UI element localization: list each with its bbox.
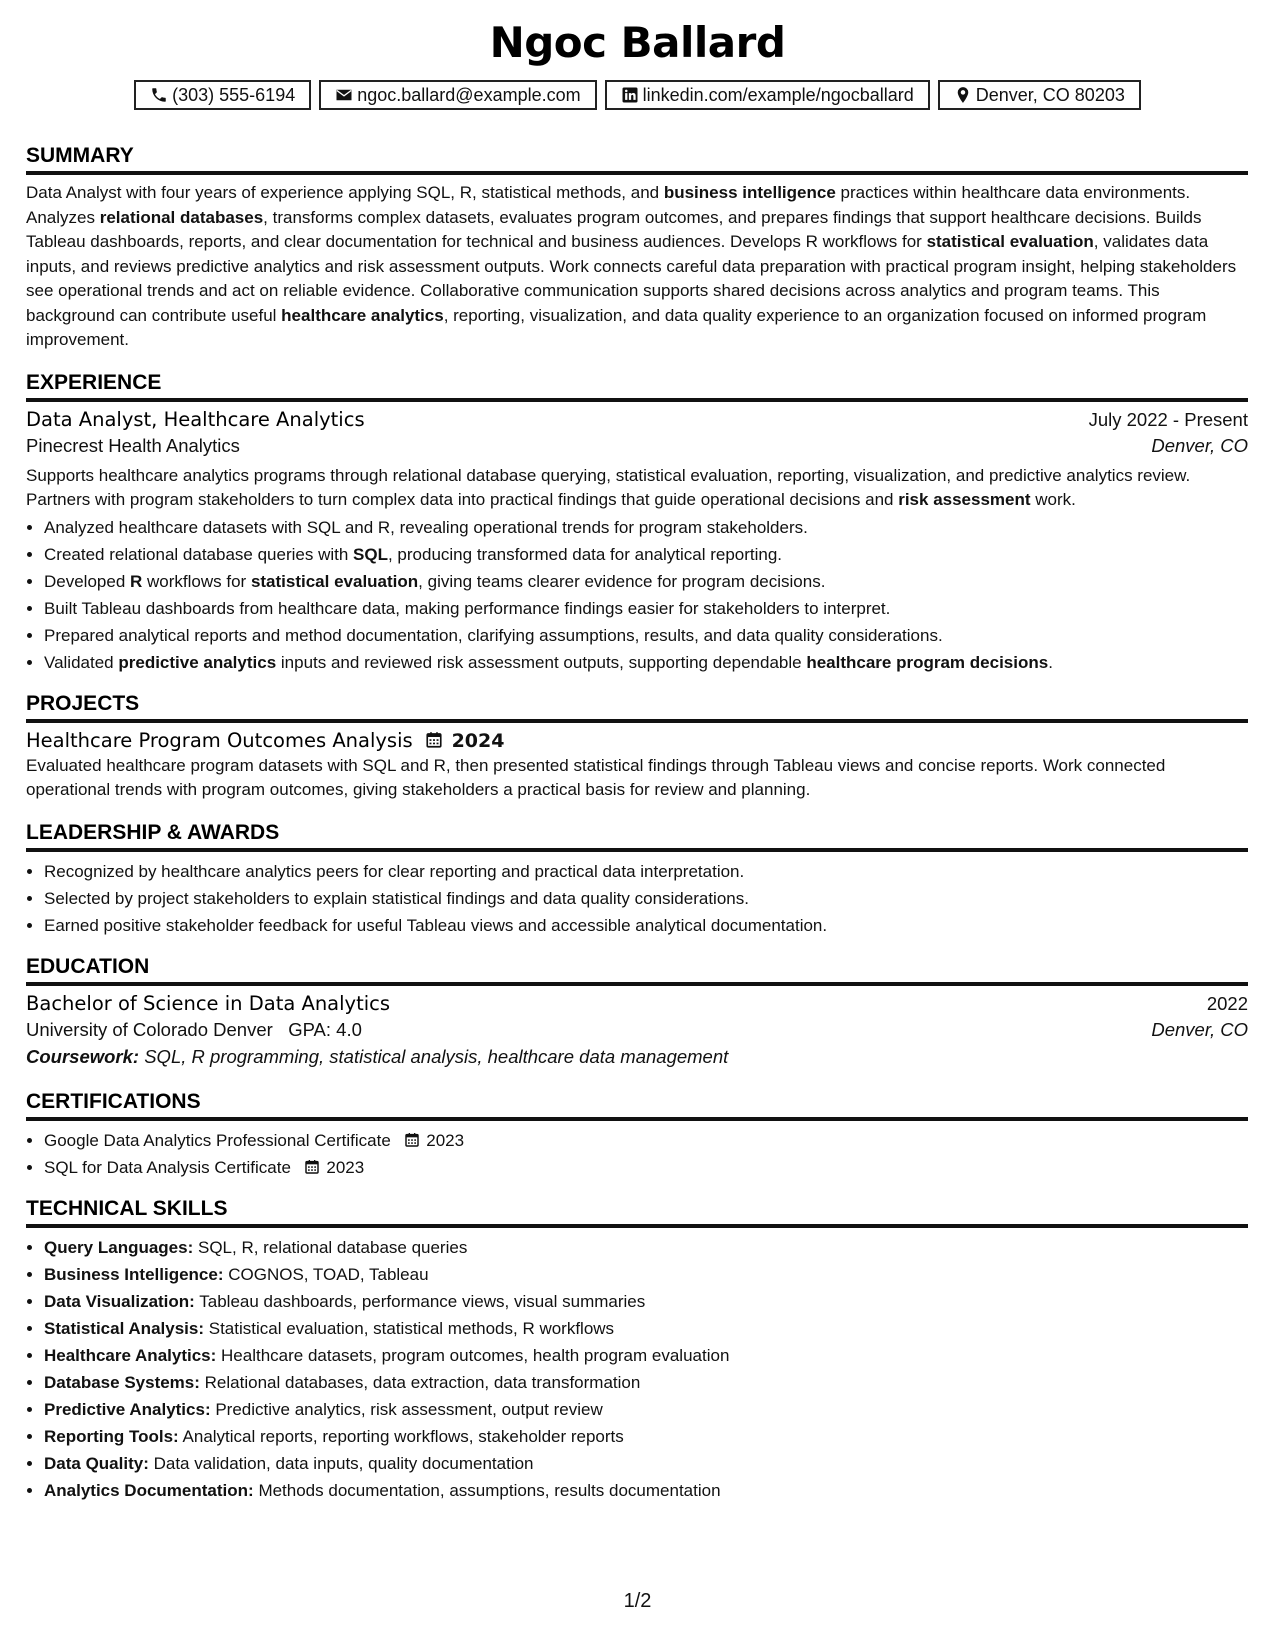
list-item: • Analyzed healthcare datasets with SQL and R, revealing operational trends for program stakeholders. (44, 514, 1248, 541)
list-item: • Analytics Documentation: Methods documentation, assumptions, results documentation (44, 1477, 1248, 1504)
school-location: Denver, CO (1151, 1018, 1248, 1040)
list-item: • Database Systems: Relational databases, data extraction, data transformation (44, 1369, 1248, 1396)
certification-name: Google Data Analytics Professional Certificate (44, 1130, 391, 1150)
job-title: Data Analyst, Healthcare Analytics (26, 407, 365, 431)
list-item: • Predictive Analytics: Predictive analytics, risk assessment, output review (44, 1396, 1248, 1423)
contact-linkedin[interactable] (605, 80, 930, 110)
summary-text: Data Analyst with four years of experience applying SQL, R, statistical methods, and business intelligence practices within healthcare data environments. Analyzes relational databases, transforms complex datasets, evaluates program outcomes, and prepares findings that support healthcare decisions. Builds Tableau dashboards, reports, and clear documentation for technical and business audiences. Develops R workflows for statistical evaluation, validates data inputs, and reviews predictive analytics and risk assessment outputs. Work connects careful data preparation with practical program insight, helping stakeholders see operational trends and act on reliable evidence. Collaborative communication supports shared decisions across analytics and program teams. This background can contribute useful healthcare analytics, reporting, visualization, and data quality experience to an organization focused on informed program improvement. (26, 183, 1237, 349)
list-item: • Reporting Tools: Analytical reports, reporting workflows, stakeholder reports (44, 1423, 1248, 1450)
contact-bar (0, 80, 1275, 110)
candidate-name: Ngoc Ballard (489, 18, 786, 67)
section-title-projects: PROJECTS (26, 692, 1248, 723)
company-name: Pinecrest Health Analytics (26, 434, 240, 456)
leadership-list (26, 858, 1248, 939)
section-title-experience: EXPERIENCE (26, 371, 1248, 402)
education-subheader (26, 1019, 1248, 1041)
list-item: • Earned positive stakeholder feedback for useful Tableau views and accessible analytical documentation. (44, 912, 1248, 939)
degree-name: Bachelor of Science in Data Analytics (26, 991, 391, 1015)
page-number: 1/2 (623, 1590, 652, 1612)
list-item: • Data Visualization: Tableau dashboards, performance views, visual summaries (44, 1288, 1248, 1315)
list-item: • Developed R workflows for statistical evaluation, giving teams clearer evidence for program decisions. (44, 568, 1248, 595)
certification-year: 2023 (426, 1130, 465, 1150)
skills-list (26, 1234, 1248, 1504)
graduation-year: 2022 (1206, 992, 1248, 1014)
certifications-list (26, 1127, 1248, 1181)
map-marker-icon (954, 86, 972, 104)
project-name: Healthcare Program Outcomes Analysis (26, 728, 413, 752)
coursework-label: Coursework: (26, 1045, 140, 1067)
project-description: Evaluated healthcare program datasets with SQL and R, then presented statistical findings through Tableau views and concise reports. Work connected operational trends with program outcomes, giving stakeholders a practical basis for review and planning. (26, 755, 1166, 799)
experience-bullets (26, 514, 1248, 676)
linkedin-text: linkedin.com/example/ngocballard (642, 84, 914, 105)
phone-text: (303) 555-6194 (172, 84, 296, 105)
list-item: • Healthcare Analytics: Healthcare datasets, program outcomes, health program evaluation (44, 1342, 1248, 1369)
job-location: Denver, CO (1151, 434, 1248, 456)
envelope-icon (335, 86, 353, 104)
list-item (44, 1154, 1248, 1181)
certification-name: SQL for Data Analysis Certificate (44, 1157, 291, 1177)
list-item: • Business Intelligence: COGNOS, TOAD, Tableau (44, 1261, 1248, 1288)
coursework-text: SQL, R programming, statistical analysis, healthcare data management (144, 1045, 729, 1067)
job-dates: July 2022 - Present (1088, 408, 1248, 430)
list-item: • Recognized by healthcare analytics peers for clear reporting and practical data interpretation. (44, 858, 1248, 885)
section-title-leadership: LEADERSHIP & AWARDS (26, 821, 1248, 852)
job-description: Supports healthcare analytics programs through relational database querying, statistical evaluation, reporting, visualization, and predictive analytics review. Partners with program stakeholders to turn complex data into practical findings that guide operational decisions and risk assessment work. (26, 465, 1191, 509)
list-item: • Query Languages: SQL, R, relational database queries (44, 1234, 1248, 1261)
experience-header (26, 408, 1248, 431)
experience-subheader (26, 435, 1248, 457)
calendar-icon (404, 1132, 420, 1148)
contact-location (938, 80, 1141, 110)
section-title-education: EDUCATION (26, 955, 1248, 986)
phone-icon (150, 86, 168, 104)
gpa: GPA: 4.0 (288, 1018, 362, 1040)
calendar-icon (304, 1159, 320, 1175)
list-item: • Validated predictive analytics inputs and reviewed risk assessment outputs, supporting dependable healthcare program decisions. (44, 649, 1248, 676)
list-item: • Built Tableau dashboards from healthcare data, making performance findings easier for stakeholders to interpret. (44, 595, 1248, 622)
calendar-icon (425, 731, 443, 749)
list-item: • Data Quality: Data validation, data inputs, quality documentation (44, 1450, 1248, 1477)
email-text: ngoc.ballard@example.com (357, 84, 581, 105)
resume-content (26, 144, 1248, 1504)
linkedin-icon (621, 86, 639, 104)
certification-year: 2023 (326, 1157, 365, 1177)
project-header (26, 729, 1248, 752)
location-text: Denver, CO 80203 (975, 84, 1125, 105)
school-name: University of Colorado Denver (26, 1018, 273, 1040)
list-item: • Selected by project stakeholders to explain statistical findings and data quality considerations. (44, 885, 1248, 912)
section-title-skills: TECHNICAL SKILLS (26, 1197, 1248, 1228)
section-title-summary: SUMMARY (26, 144, 1248, 175)
section-title-certifications: CERTIFICATIONS (26, 1090, 1248, 1121)
school-line (26, 1019, 362, 1041)
contact-phone[interactable] (134, 80, 311, 110)
list-item (44, 1127, 1248, 1154)
education-header (26, 992, 1248, 1015)
contact-email[interactable] (319, 80, 596, 110)
project-year: 2024 (451, 729, 505, 752)
list-item: • Created relational database queries with SQL, producing transformed data for analytical reporting. (44, 541, 1248, 568)
list-item: • Statistical Analysis: Statistical evaluation, statistical methods, R workflows (44, 1315, 1248, 1342)
coursework (26, 1046, 1248, 1068)
list-item: • Prepared analytical reports and method documentation, clarifying assumptions, results, and data quality considerations. (44, 622, 1248, 649)
